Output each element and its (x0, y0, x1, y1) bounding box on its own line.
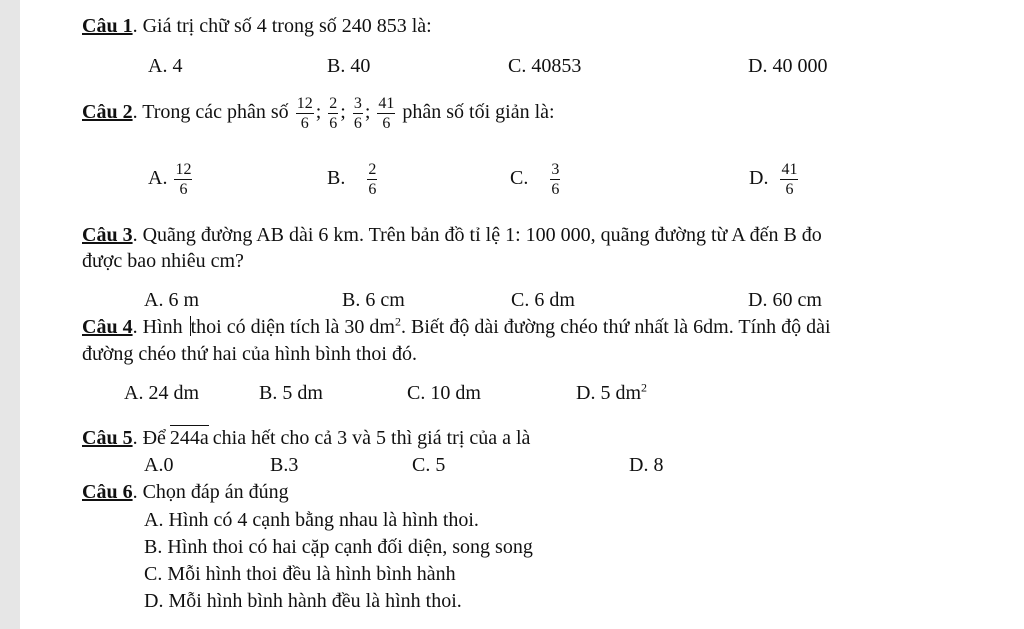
q2-option-a: A. $\frac{12}{6}$ (148, 160, 192, 198)
question-4-text-c: . Biết độ dài đường chéo thứ nhất là 6dm. Tính độ dài (400, 316, 831, 338)
question-2-text-after: phân số tối giản là: (402, 101, 555, 123)
question-2-text-before: . Trong các phân số (132, 101, 289, 123)
q6-option-b: B. Hình thoi có hai cặp cạnh đối diện, song song (144, 536, 533, 558)
question-6-text: . Chọn đáp án đúng (132, 481, 289, 503)
fraction-12-6: $\frac{12}{6}$ (296, 94, 313, 132)
question-3 (82, 223, 822, 247)
q5-option-c: C. 5 (412, 454, 446, 476)
question-2-label: Câu 2 (82, 101, 133, 123)
superscript: 2 (394, 314, 401, 329)
q3-option-d: D. 60 cm (748, 289, 822, 311)
question-3-text-line2: được bao nhiêu cm? (82, 250, 244, 272)
q3-option-b: B. 6 cm (342, 289, 405, 311)
question-5-text-b: chia hết cho cả 3 và 5 thì giá trị của a là (212, 427, 531, 449)
q2-option-b: B. $\frac{2}{6}$ (327, 160, 377, 198)
q5-option-d: D. 8 (629, 454, 664, 476)
q3-option-a: A. 6 m (144, 289, 199, 311)
q5-option-a: A.0 (144, 454, 174, 476)
question-1 (82, 14, 432, 38)
q2-option-c: C. $\frac{3}{6}$ (510, 160, 560, 198)
question-4-label: Câu 4 (82, 316, 133, 338)
q6-option-d: D. Mỗi hình bình hành đều là hình thoi. (144, 590, 462, 612)
fraction-3-6: $\frac{3}{6}$ (353, 94, 362, 132)
question-4-text-line2: đường chéo thứ hai của hình bình thoi đó. (82, 343, 417, 365)
question-4-text-b: thoi có diện tích là 30 dm (190, 316, 395, 338)
question-1-label: Câu 1 (82, 15, 133, 37)
question-4 (82, 315, 831, 339)
q3-option-c: C. 6 dm (511, 289, 575, 311)
q6-option-c: C. Mỗi hình thoi đều là hình bình hành (144, 563, 456, 585)
question-5-label: Câu 5 (82, 427, 133, 449)
overlined-number: 244a (169, 427, 209, 449)
separator: ; (315, 101, 322, 123)
question-3-text-line1: . Quãng đường AB dài 6 km. Trên bản đồ tỉ lệ 1: 100 000, quãng đường từ A đến B đo (132, 224, 822, 246)
question-6-label: Câu 6 (82, 481, 133, 503)
q4-option-b: B. 5 dm (259, 382, 323, 404)
q1-option-b: B. 40 (327, 55, 371, 77)
q4-option-a: A. 24 dm (124, 382, 199, 404)
q1-option-a: A. 4 (148, 55, 183, 77)
q5-option-b: B.3 (270, 454, 299, 476)
question-5 (82, 426, 530, 450)
document-page (20, 0, 1024, 629)
question-6 (82, 480, 289, 504)
separator: ; (340, 101, 346, 123)
q1-option-d: D. 40 000 (748, 55, 828, 77)
q6-option-a: A. Hình có 4 cạnh bằng nhau là hình thoi. (144, 509, 479, 531)
q2-option-d: D. $\frac{41}{6}$ (749, 160, 798, 198)
q4-option-c: C. 10 dm (407, 382, 481, 404)
question-1-text: . Giá trị chữ số 4 trong số 240 853 là: (132, 15, 432, 37)
separator: ; (364, 101, 371, 123)
q4-option-d: D. 5 $dm^2$ (576, 380, 647, 404)
q1-option-c: C. 40853 (508, 55, 582, 77)
fraction-2-6: $\frac{2}{6}$ (329, 94, 338, 132)
question-3-label: Câu 3 (82, 224, 133, 246)
question-4-text-a: . Hình (132, 316, 183, 338)
question-2 (82, 93, 555, 132)
fraction-41-6: $\frac{41}{6}$ (378, 94, 395, 132)
question-5-text-a: . Để (132, 427, 166, 449)
